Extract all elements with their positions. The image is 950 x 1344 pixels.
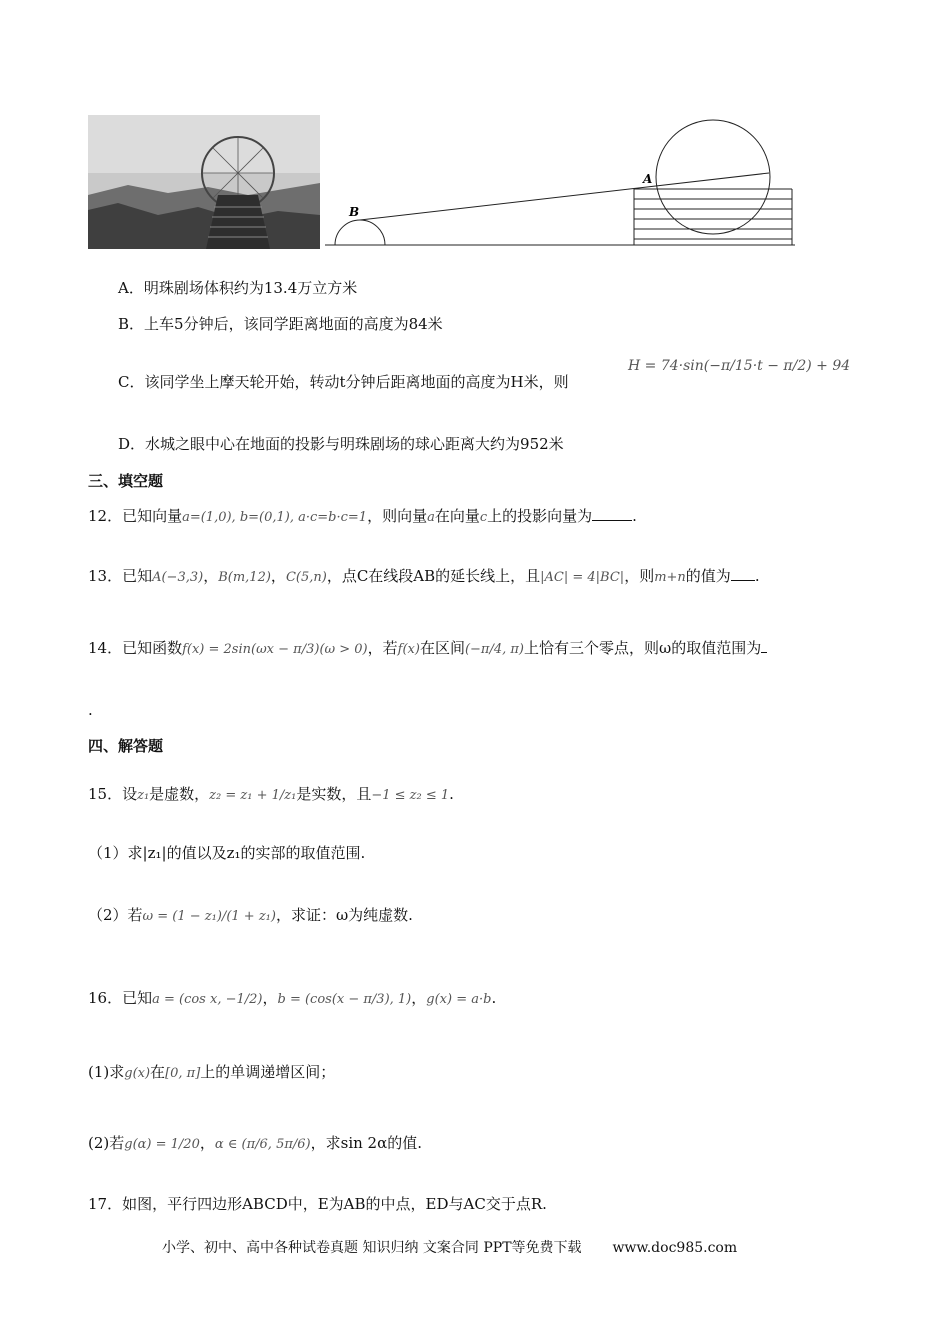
section-four-title: 四、解答题	[88, 737, 164, 755]
q15-sub-2-text-1: （2）若	[88, 906, 143, 924]
q13-text-3: ，则	[624, 567, 655, 585]
ferris-wheel-photo	[88, 115, 320, 249]
q12-end: .	[632, 507, 637, 525]
q16-sub-1-text-1: (1)求	[88, 1063, 125, 1081]
q15-text-3: 是实数，且	[296, 785, 372, 803]
q12-text-3: 在向量	[434, 507, 480, 525]
q16-gx: g(x)	[124, 1066, 151, 1081]
q14-dot: .	[88, 701, 93, 719]
q15-text-2: 是虚数，	[149, 785, 210, 803]
q15-sub-1: （1）求|z₁|的值以及z₁的实部的取值范围.	[88, 844, 366, 862]
q16-text-1: 16．已知	[88, 989, 153, 1007]
q12-formula: a=(1,0), b=(0,1), a·c=b·c=1	[182, 510, 368, 525]
point-label-b: B	[349, 205, 360, 219]
q14-interval: (−π/4, π)	[464, 642, 524, 657]
q16-end: .	[491, 989, 497, 1007]
q16-sub-2-text-2: ，求sin 2α的值.	[310, 1134, 422, 1152]
q12-answer-blank	[592, 506, 632, 521]
q14-text-4: 上恰有三个零点，则ω的取值范围为	[524, 639, 762, 657]
option-c-text: C．该同学坐上摩天轮开始，转动t分钟后距离地面的高度为H米，则	[118, 373, 569, 391]
q16-vector-b: b = (cos(x − π/3), 1)	[277, 992, 412, 1007]
question-13: 13．已知A(−3,3)，B(m,12)，C(5,n)，点C在线段AB的延长线上，且|AC| = 4|BC|，则m+n的值为 .	[88, 567, 760, 585]
q15-sub-2-text-2: ，求证：ω为纯虚数.	[275, 906, 413, 924]
q16-g: g(x) = a·b	[426, 992, 492, 1007]
q16-alpha-range: α ∈ (π/6, 5π/6)	[214, 1137, 311, 1152]
q14-fx: f(x)	[397, 642, 420, 657]
q15-omega: ω = (1 − z₁)/(1 + z₁)	[142, 909, 276, 924]
q13-text-4: 的值为	[685, 567, 731, 585]
q16-sub-1-text-3: 上的单调递增区间；	[200, 1063, 336, 1081]
option-c-formula: H = 74·sin(−π/15·t − π/2) + 94	[628, 358, 851, 374]
q15-condition: −1 ≤ z₂ ≤ 1	[371, 788, 450, 803]
footer-text	[162, 1237, 737, 1257]
q13-point-b: B(m,12)	[218, 570, 271, 585]
q15-z2: z₂ = z₁ + 1/z₁	[209, 788, 297, 803]
q13-point-c: C(5,n)	[285, 570, 327, 585]
q15-sub-2	[88, 905, 413, 927]
q14-text-2: ，若	[367, 639, 398, 657]
question-15	[88, 784, 454, 806]
q14-answer-blank	[761, 638, 767, 653]
q16-range: [0, π]	[165, 1066, 201, 1081]
geometry-figure	[325, 112, 795, 248]
question-16: 16．已知a = (cos x, −1/2)，b = (cos(x − π/3), 1)，g(x) = a·b.	[88, 989, 497, 1007]
option-a: A．明珠剧场体积约为13.4万立方米	[118, 279, 358, 297]
footer-description: 小学、初中、高中各种试卷真题 知识归纳 文案合同 PPT等免费下载	[162, 1240, 582, 1256]
q15-text-1: 15．设	[88, 785, 138, 803]
q12-vector-a: a	[427, 510, 435, 525]
q14-function: f(x) = 2sin(ωx − π/3)(ω > 0)	[182, 642, 368, 657]
q14-text-1: 14．已知函数	[88, 639, 183, 657]
q15-end: .	[449, 785, 454, 803]
q12-vector-c: c	[479, 510, 488, 525]
q13-end: .	[754, 567, 760, 585]
q14-text-3: 在区间	[419, 639, 465, 657]
q16-sub-2: (2)若g(α) = 1/20，α ∈ (π/6, 5π/6)，求sin 2α的值.	[88, 1134, 422, 1152]
question-17: 17．如图，平行四边形ABCD中，E为AB的中点，ED与AC交于点R.	[88, 1195, 547, 1213]
question-12	[88, 506, 637, 528]
q12-text-2: ，则向量	[367, 507, 428, 525]
q16-vector-a: a = (cos x, −1/2)	[152, 992, 263, 1007]
point-label-a: A	[643, 172, 653, 186]
question-14	[88, 638, 767, 660]
section-three-title: 三、填空题	[88, 472, 164, 490]
footer-url[interactable]: www.doc985.com	[612, 1240, 738, 1256]
option-b: B．上车5分钟后，该同学距离地面的高度为84米	[118, 315, 443, 333]
q13-answer-blank	[731, 566, 755, 581]
q13-text-1: 13．已知	[88, 567, 153, 585]
q12-text-1: 12．已知向量	[88, 507, 183, 525]
q16-sub-2-text-1: (2)若	[88, 1134, 125, 1152]
option-d: D．水城之眼中心在地面的投影与明珠剧场的球心距离大约为952米	[118, 435, 564, 453]
q16-sub-1	[88, 1062, 335, 1084]
q12-text-4: 上的投影向量为	[487, 507, 593, 525]
q16-galpha: g(α) = 1/20	[124, 1137, 200, 1152]
q15-z1: z₁	[137, 788, 150, 803]
q13-point-a: A(−3,3)	[152, 570, 204, 585]
q13-m-plus-n: m+n	[654, 570, 686, 585]
q16-sub-1-text-2: 在	[150, 1063, 166, 1081]
q13-text-2: ，点C在线段AB的延长线上，且	[326, 567, 541, 585]
q13-condition: |AC| = 4|BC|	[540, 570, 625, 585]
